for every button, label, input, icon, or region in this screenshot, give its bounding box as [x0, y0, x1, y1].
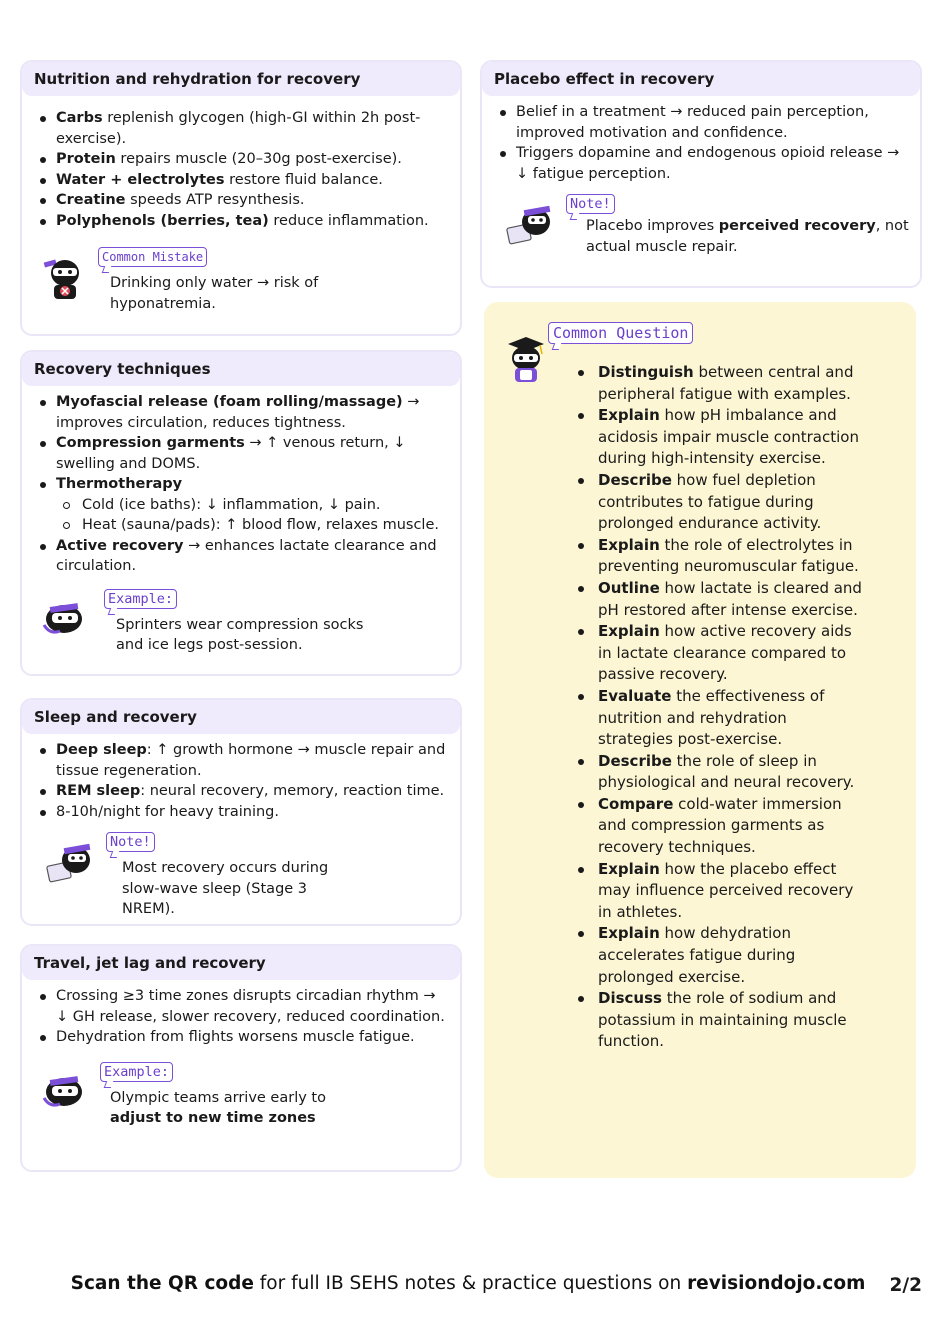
techniques-card — [20, 350, 462, 676]
list-item: Belief in a treatment → reduced pain perception, improved motivation and confidence. — [496, 102, 906, 143]
list-item: Cold (ice baths): ↓ inflammation, ↓ pain. — [56, 495, 446, 516]
question-list — [576, 362, 866, 1053]
list-item: Water + electrolytes restore fluid balance. — [36, 170, 446, 191]
callout-text: Olympic teams arrive early to adjust to new time zones — [110, 1089, 326, 1126]
thermotherapy-sublist — [56, 495, 446, 536]
common-question-box — [484, 302, 916, 1178]
ninja-graduate-icon — [500, 332, 554, 386]
example-callout — [36, 589, 446, 656]
list-item: Heat (sauna/pads): ↑ blood flow, relaxes muscle. — [56, 515, 446, 536]
list-item: Compression garments → ↑ venous return, ↓ swelling and DOMS. — [36, 433, 446, 474]
list-item: 8-10h/night for heavy training. — [36, 802, 446, 823]
question-tag: Common Question — [548, 322, 693, 344]
list-item: Triggers dopamine and endogenous opioid release → ↓ fatigue perception. — [496, 143, 906, 184]
list-item: Describe how fuel depletion contributes to fatigue during prolonged endurance activity. — [576, 470, 866, 535]
list-item: Outline how lactate is cleared and pH restored after intense exercise. — [576, 578, 866, 621]
list-item: Carbs replenish glycogen (high-GI within 2h post-exercise). — [36, 108, 446, 149]
callout-text: Sprinters wear compression socks and ice legs post-session. — [116, 616, 364, 653]
ninja-example-icon — [40, 1068, 90, 1118]
website-link[interactable]: revisiondojo.com — [687, 1273, 866, 1294]
ninja-note-icon — [46, 838, 96, 888]
callout-tag: Example: — [104, 589, 177, 609]
list-item: Compare cold-water immersion and compression garments as recovery techniques. — [576, 794, 866, 859]
list-item: Thermotherapy Cold (ice baths): ↓ inflammation, ↓ pain. Heat (sauna/pads): ↑ blood flow, relaxes muscle. — [36, 474, 446, 536]
callout-text: Drinking only water → risk of hyponatremia. — [110, 275, 319, 312]
list-item: Explain how pH imbalance and acidosis impair muscle contraction during high-intensity exercise. — [576, 405, 866, 470]
list-item: Evaluate the effectiveness of nutrition and rehydration strategies post-exercise. — [576, 686, 866, 751]
page-number: 2/2 — [889, 1275, 922, 1296]
techniques-title: Recovery techniques — [22, 352, 460, 386]
nutrition-title: Nutrition and rehydration for recovery — [22, 62, 460, 96]
placebo-list — [496, 102, 906, 184]
sleep-card — [20, 698, 462, 926]
list-item: Myofascial release (foam rolling/massage) → improves circulation, reduces tightness. — [36, 392, 446, 433]
ninja-note-icon — [506, 200, 556, 250]
list-item: Creatine speeds ATP resynthesis. — [36, 190, 446, 211]
ninja-example-icon — [40, 595, 90, 645]
list-item: Dehydration from flights worsens muscle fatigue. — [36, 1027, 446, 1048]
callout-tag: Common Mistake — [98, 247, 207, 267]
callout-text: Placebo improves perceived recovery, not actual muscle repair. — [586, 218, 909, 255]
list-item: Explain the role of electrolytes in preventing neuromuscular fatigue. — [576, 535, 866, 578]
list-item: Deep sleep: ↑ growth hormone → muscle repair and tissue regeneration. — [36, 740, 446, 781]
list-item: Polyphenols (berries, tea) reduce inflammation. — [36, 211, 446, 232]
list-item: Active recovery → enhances lactate clearance and circulation. — [36, 536, 446, 577]
techniques-list — [36, 392, 446, 577]
list-item: Describe the role of sleep in physiological and neural recovery. — [576, 751, 866, 794]
list-item: Protein repairs muscle (20–30g post-exercise). — [36, 149, 446, 170]
callout-tag: Note! — [106, 832, 155, 852]
sleep-list — [36, 740, 446, 822]
note-callout — [36, 832, 446, 920]
placebo-card — [480, 60, 922, 288]
note-callout — [496, 194, 909, 257]
ninja-mistake-icon — [40, 253, 90, 303]
list-item: REM sleep: neural recovery, memory, reaction time. — [36, 781, 446, 802]
callout-tag: Example: — [100, 1062, 173, 1082]
nutrition-card — [20, 60, 462, 336]
list-item: Explain how the placebo effect may influence perceived recovery in athletes. — [576, 859, 866, 924]
callout-text: Most recovery occurs during slow-wave sleep (Stage 3 NREM). — [122, 860, 329, 917]
callout-tag: Note! — [566, 194, 615, 214]
nutrition-list — [36, 108, 446, 231]
list-item: Explain how active recovery aids in lactate clearance compared to passive recovery. — [576, 621, 866, 686]
example-callout — [36, 1062, 446, 1129]
footer-text: Scan the QR code for full IB SEHS notes & practice questions on revisiondojo.com — [70, 1273, 866, 1294]
list-item: Distinguish between central and peripheral fatigue with examples. — [576, 362, 866, 405]
travel-title: Travel, jet lag and recovery — [22, 946, 460, 980]
placebo-title: Placebo effect in recovery — [482, 62, 920, 96]
travel-list — [36, 986, 446, 1048]
list-item: Discuss the role of sodium and potassium in maintaining muscle function. — [576, 988, 866, 1053]
list-item: Explain how dehydration accelerates fatigue during prolonged exercise. — [576, 923, 866, 988]
sleep-title: Sleep and recovery — [22, 700, 460, 734]
travel-card — [20, 944, 462, 1172]
list-item: Crossing ≥3 time zones disrupts circadian rhythm → ↓ GH release, slower recovery, reduced coordination. — [36, 986, 446, 1027]
common-mistake-callout — [36, 247, 446, 314]
